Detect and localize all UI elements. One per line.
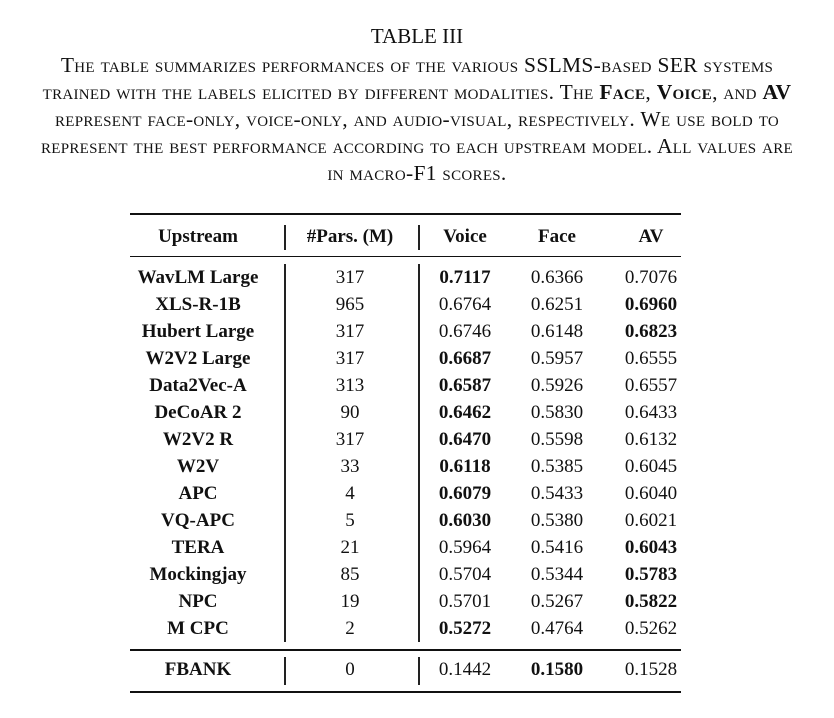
av-cell: 0.1528 — [624, 659, 678, 680]
upstream-cell: XLS-R-1B — [155, 294, 241, 315]
column-divider — [418, 225, 420, 250]
voice-cell: 0.6118 — [439, 456, 491, 477]
voice-cell: 0.6030 — [438, 510, 492, 531]
face-cell: 0.5926 — [530, 375, 584, 396]
voice-cell: 0.1442 — [438, 659, 492, 680]
voice-cell: 0.7117 — [439, 267, 491, 288]
face-cell: 0.5416 — [530, 537, 584, 558]
column-divider — [284, 264, 286, 642]
pars-cell: 85 — [340, 564, 360, 585]
face-cell: 0.4764 — [530, 618, 584, 639]
table-caption — [30, 52, 804, 187]
upstream-cell: DeCoAR 2 — [154, 402, 242, 423]
pars-cell: 90 — [340, 402, 360, 423]
av-cell: 0.6043 — [624, 537, 678, 558]
voice-cell: 0.6079 — [438, 483, 492, 504]
voice-cell: 0.6764 — [438, 294, 492, 315]
caption-segment: , — [645, 80, 657, 104]
top-rule — [130, 213, 681, 215]
caption-segment: The table summarizes performances of the various SSLMS-based SER systems trained with the labels elicited by different modalities. The — [42, 53, 774, 104]
av-cell: 0.6040 — [624, 483, 678, 504]
av-cell: 0.7076 — [624, 267, 678, 288]
upstream-cell: WavLM Large — [137, 267, 259, 288]
voice-cell: 0.6462 — [438, 402, 492, 423]
pars-cell: 19 — [340, 591, 360, 612]
upstream-cell: W2V2 Large — [145, 348, 251, 369]
column-header: AV — [638, 226, 664, 247]
column-divider — [418, 264, 420, 642]
upstream-cell: Hubert Large — [141, 321, 255, 342]
column-divider — [284, 657, 286, 685]
caption-segment: Voice — [656, 80, 713, 104]
av-cell: 0.6960 — [624, 294, 678, 315]
av-cell: 0.6045 — [624, 456, 678, 477]
voice-cell: 0.5964 — [438, 537, 492, 558]
pars-cell: 317 — [335, 321, 365, 342]
face-cell: 0.5830 — [530, 402, 584, 423]
upstream-cell: W2V — [176, 456, 220, 477]
face-cell: 0.5267 — [530, 591, 584, 612]
av-cell: 0.6557 — [624, 375, 678, 396]
upstream-cell: Data2Vec-A — [149, 375, 247, 396]
column-divider — [418, 657, 420, 685]
av-cell: 0.6555 — [624, 348, 678, 369]
face-cell: 0.5385 — [530, 456, 584, 477]
column-header: Upstream — [158, 226, 238, 247]
pars-cell: 313 — [335, 375, 365, 396]
upstream-cell: FBANK — [164, 659, 232, 680]
av-cell: 0.6433 — [624, 402, 678, 423]
av-cell: 0.6823 — [624, 321, 678, 342]
voice-cell: 0.6687 — [438, 348, 492, 369]
face-cell: 0.5957 — [530, 348, 584, 369]
column-header: Voice — [443, 226, 487, 247]
baseline-rule — [130, 649, 681, 651]
voice-cell: 0.5701 — [438, 591, 492, 612]
column-divider — [284, 225, 286, 250]
table-title: TABLE III — [370, 24, 464, 48]
upstream-cell: TERA — [171, 537, 225, 558]
upstream-cell: APC — [178, 483, 218, 504]
pars-cell: 317 — [335, 267, 365, 288]
pars-cell: 33 — [340, 456, 360, 477]
pars-cell: 4 — [345, 483, 355, 504]
face-cell: 0.6251 — [530, 294, 584, 315]
face-cell: 0.5344 — [530, 564, 584, 585]
pars-cell: 5 — [345, 510, 355, 531]
voice-cell: 0.6746 — [438, 321, 492, 342]
caption-segment: represent face-only, voice-only, and audio-visual, respectively. We use bold to represent the best performance according to each upstream model. All values are in macro-F1 scores. — [40, 107, 794, 185]
face-cell: 0.5598 — [530, 429, 584, 450]
voice-cell: 0.6587 — [438, 375, 492, 396]
upstream-cell: VQ-APC — [161, 510, 235, 531]
caption-segment: , and — [712, 80, 763, 104]
voice-cell: 0.5704 — [438, 564, 492, 585]
face-cell: 0.5433 — [530, 483, 584, 504]
av-cell: 0.5262 — [624, 618, 678, 639]
pars-cell: 0 — [345, 659, 355, 680]
face-cell: 0.6148 — [530, 321, 584, 342]
av-cell: 0.5783 — [624, 564, 678, 585]
face-cell: 0.6366 — [530, 267, 584, 288]
av-cell: 0.5822 — [624, 591, 678, 612]
voice-cell: 0.6470 — [438, 429, 492, 450]
caption-segment: Face — [599, 80, 646, 104]
upstream-cell: M CPC — [167, 618, 229, 639]
voice-cell: 0.5272 — [438, 618, 492, 639]
upstream-cell: NPC — [178, 591, 218, 612]
column-header: Face — [538, 226, 576, 247]
face-cell: 0.5380 — [530, 510, 584, 531]
pars-cell: 2 — [345, 618, 355, 639]
av-cell: 0.6132 — [624, 429, 678, 450]
pars-cell: 317 — [335, 429, 365, 450]
pars-cell: 317 — [335, 348, 365, 369]
column-header: #Pars. (M) — [306, 226, 394, 247]
pars-cell: 965 — [335, 294, 365, 315]
upstream-cell: Mockingjay — [149, 564, 247, 585]
av-cell: 0.6021 — [624, 510, 678, 531]
upstream-cell: W2V2 R — [162, 429, 234, 450]
pars-cell: 21 — [340, 537, 360, 558]
caption-segment: AV — [762, 80, 792, 104]
header-rule — [130, 256, 681, 257]
face-cell: 0.1580 — [530, 659, 584, 680]
bottom-rule — [130, 691, 681, 693]
